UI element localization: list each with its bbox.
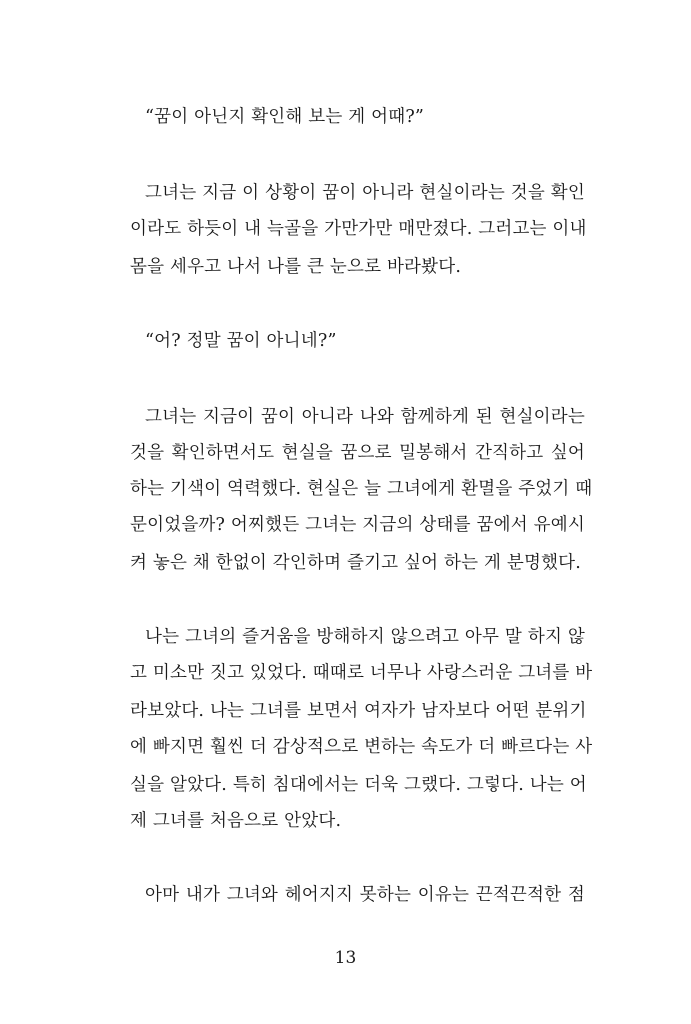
dialogue-line: “어? 정말 꿈이 아니네?”	[145, 331, 337, 351]
body-text-line: 실을 알았다. 특히 침대에서는 더욱 그랬다. 그렇다. 나는 어	[130, 775, 587, 795]
body-text-line: 고 미소만 짓고 있었다. 때때로 너무나 사랑스러운 그녀를 바	[130, 663, 593, 683]
dialogue-line: “꿈이 아닌지 확인해 보는 게 어때?”	[145, 107, 425, 127]
body-text-line: 아마 내가 그녀와 헤어지지 못하는 이유는 끈적끈적한 점	[145, 885, 585, 905]
body-text-line: 이라도 하듯이 내 늑골을 가만가만 매만졌다. 그러고는 이내	[130, 219, 587, 239]
body-text-line: 문이었을까? 어찌했든 그녀는 지금의 상태를 꿈에서 유예시	[130, 515, 585, 535]
body-text-line: 것을 확인하면서도 현실을 꿈으로 밀봉해서 간직하고 싶어	[130, 443, 585, 463]
body-text-line: 하는 기색이 역력했다. 현실은 늘 그녀에게 환멸을 주었기 때	[130, 479, 593, 499]
body-text-line: 그녀는 지금이 꿈이 아니라 나와 함께하게 된 현실이라는	[145, 407, 585, 427]
page-number: 13	[334, 948, 357, 968]
body-text-line: 나는 그녀의 즐거움을 방해하지 않으려고 아무 말 하지 않	[145, 627, 585, 647]
body-text-line: 켜 놓은 채 한없이 각인하며 즐기고 싶어 하는 게 분명했다.	[130, 553, 582, 573]
body-text-line: 에 빠지면 훨씬 더 감상적으로 변하는 속도가 더 빠르다는 사	[130, 737, 593, 757]
body-text-line: 라보았다. 나는 그녀를 보면서 여자가 남자보다 어떤 분위기	[130, 701, 587, 721]
body-text-line: 그녀는 지금 이 상황이 꿈이 아니라 현실이라는 것을 확인	[145, 183, 585, 203]
body-text-line: 제 그녀를 처음으로 안았다.	[130, 811, 342, 831]
body-text-line: 몸을 세우고 나서 나를 큰 눈으로 바라봤다.	[130, 257, 462, 277]
